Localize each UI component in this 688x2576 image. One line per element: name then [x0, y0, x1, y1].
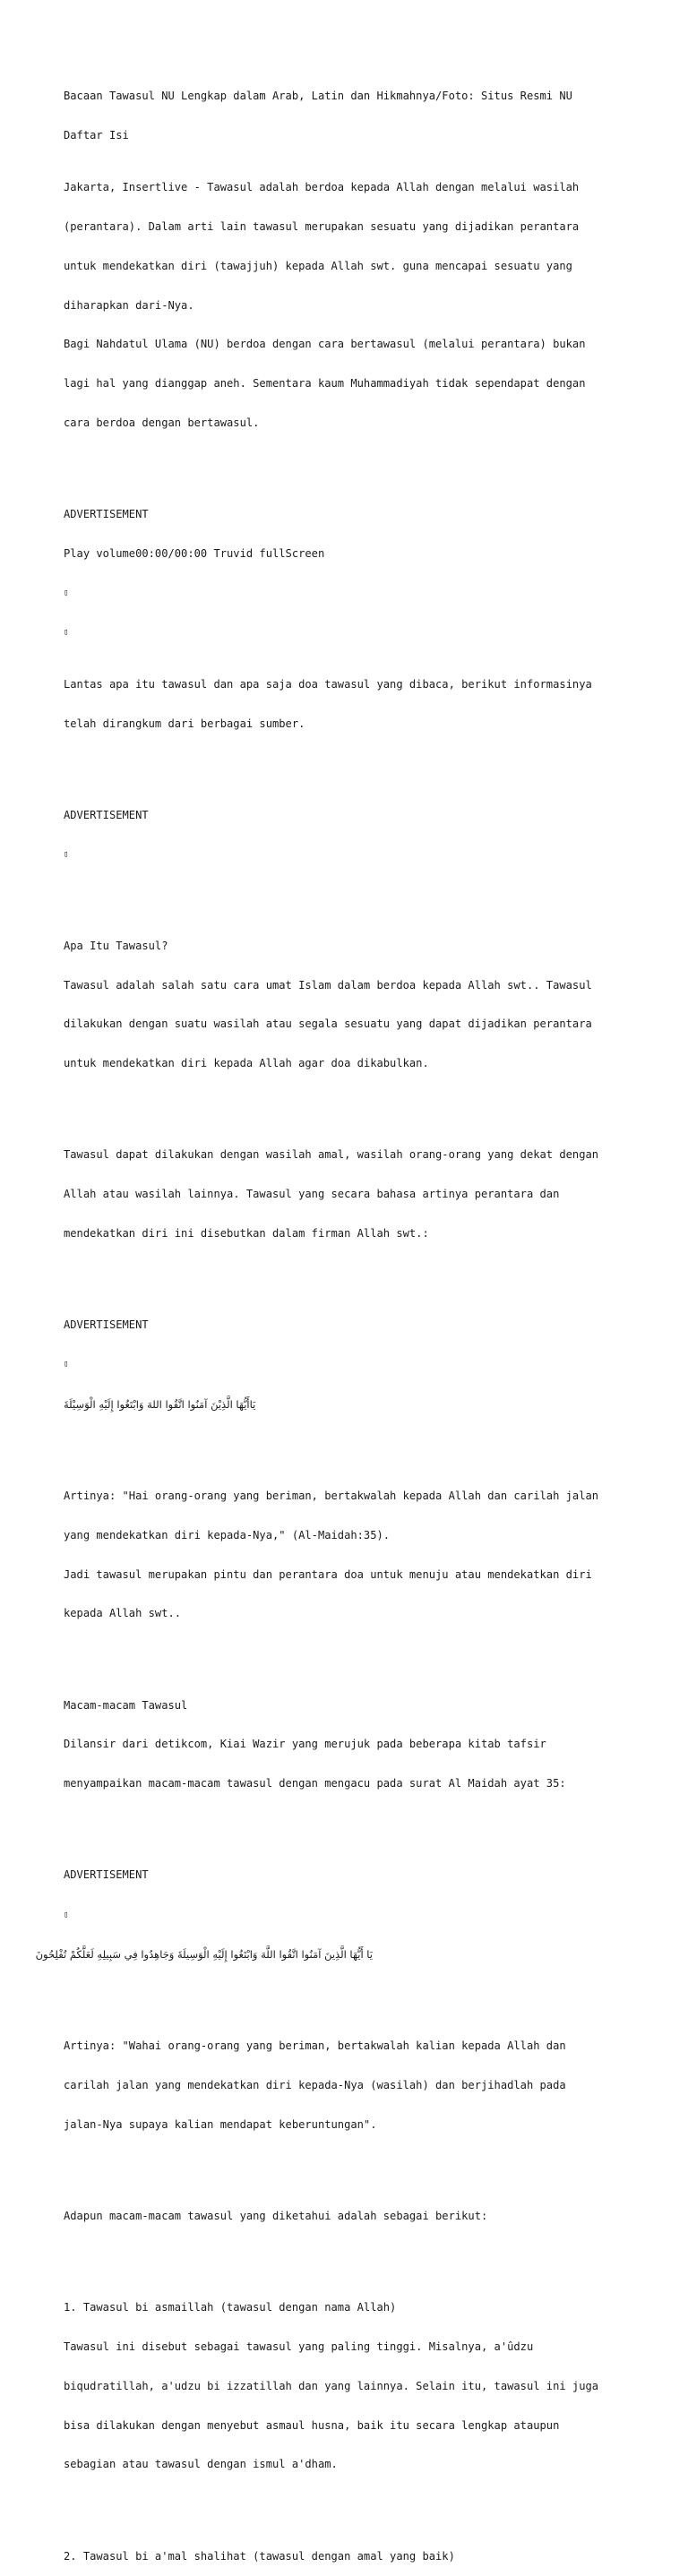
- advertisement-label: ADVERTISEMENT: [64, 808, 149, 821]
- arabic-verse-al-maidah-35-short: يَاأَيُّهَا الَّذِيْنَ آمَنُوا اتَّقُوا اللهَ وَابْتَغُوا إِلَيْهِ الْوَسِيْلَةَ: [64, 1397, 256, 1411]
- list-item-body-line: bisa dilakukan dengan menyebut asmaul husna, baik itu secara lengkap ataupun: [64, 2418, 560, 2432]
- spacer: [64, 1646, 637, 1660]
- section1-line: untuk mendekatkan diri kepada Allah agar doa dikabulkan.: [64, 1057, 429, 1070]
- spacer: [64, 1438, 637, 1451]
- artinya-line: Artinya: "Hai orang-orang yang beriman, bertakwalah kepada Allah dan carilah jalan: [64, 1490, 599, 1503]
- artinya-line: jalan-Nya supaya kalian mendapat keberuntungan".: [64, 2118, 377, 2132]
- spacer: [64, 456, 637, 469]
- control-char-icon: ▯: [64, 1910, 68, 1919]
- spacer: [64, 887, 637, 900]
- spacer: [64, 2497, 637, 2511]
- intro-line: diharapkan dari-Nya.: [64, 298, 194, 312]
- intro-line: cara berdoa dengan bertawasul.: [64, 416, 260, 430]
- advertisement-label: ADVERTISEMENT: [64, 508, 149, 521]
- section1-line: dilakukan dengan suatu wasilah atau segala sesuatu yang dapat dijadikan perantara: [64, 1018, 592, 1031]
- control-char-icon: ▯: [64, 628, 68, 638]
- intro-line: Jakarta, Insertlive - Tawasul adalah berdoa kepada Allah dengan melalui wasilah: [64, 181, 580, 194]
- table-of-contents-link[interactable]: Daftar Isi: [64, 128, 129, 142]
- section1-line: Allah atau wasilah lainnya. Tawasul yang secara bahasa artinya perantara dan: [64, 1188, 560, 1201]
- section2-line: Dilansir dari detikcom, Kiai Wazir yang merujuk pada beberapa kitab tafsir: [64, 1738, 546, 1751]
- video-player-controls[interactable]: Play volume00:00/00:00 Truvid fullScreen: [64, 546, 325, 560]
- artinya-line: kepada Allah swt..: [64, 1607, 182, 1620]
- intro-line: lagi hal yang dianggap aneh. Sementara kaum Muhammadiyah tidak sependapat dengan: [64, 377, 586, 391]
- list-item-body-line: sebagian atau tawasul dengan ismul a'dham.: [64, 2458, 338, 2471]
- list-item-heading: 1. Tawasul bi asmaillah (tawasul dengan nama Allah): [64, 2301, 397, 2314]
- control-char-icon: ▯: [64, 1360, 68, 1370]
- advertisement-label: ADVERTISEMENT: [64, 1318, 149, 1331]
- artinya-line: carilah jalan yang mendekatkan diri kepada-Nya (wasilah) dan berjihadlah pada: [64, 2079, 566, 2092]
- lantas-line: telah dirangkum dari berbagai sumber.: [64, 717, 305, 730]
- spacer: [64, 1816, 637, 1830]
- section-heading-apa-itu-tawasul: Apa Itu Tawasul?: [64, 939, 168, 952]
- article-title: Bacaan Tawasul NU Lengkap dalam Arab, Latin dan Hikmahnya/Foto: Situs Resmi NU: [64, 90, 572, 103]
- intro-line: (perantara). Dalam arti lain tawasul merupakan sesuatu yang dijadikan perantara: [64, 220, 580, 234]
- advertisement-label: ADVERTISEMENT: [64, 1868, 149, 1882]
- section1-line: Tawasul dapat dilakukan dengan wasilah amal, wasilah orang-orang yang dekat dengan: [64, 1148, 599, 1162]
- spacer: [64, 1988, 637, 2001]
- spacer: [64, 2158, 637, 2171]
- list-item-heading: 2. Tawasul bi a'mal shalihat (tawasul dengan amal yang baik): [64, 2549, 455, 2563]
- spacer: [64, 2249, 637, 2263]
- section1-line: Tawasul adalah salah satu cara umat Islam dalam berdoa kepada Allah swt.. Tawasul: [64, 978, 592, 992]
- section-heading-macam-macam-tawasul: Macam-macam Tawasul: [64, 1698, 188, 1712]
- article-body: [35, 64, 637, 2576]
- arabic-verse-al-maidah-35-full: يَا أَيُّهَا الَّذِينَ آمَنُوا اتَّقُوا اللَّهَ وَابْتَغُوا إِلَيْهِ الْوَسِيلَةَ وَجَاهِدُوا فِي سَبِيلِهِ لَعَلَّكُمْ تُفْلِحُونَ: [35, 1947, 373, 1961]
- intro-line: Bagi Nahdatul Ulama (NU) berdoa dengan cara bertawasul (melalui perantara) bukan: [64, 338, 586, 351]
- spacer: [64, 1267, 637, 1280]
- artinya-line: yang mendekatkan diri kepada-Nya," (Al-Maidah:35).: [64, 1528, 391, 1541]
- spacer: [64, 1096, 637, 1110]
- macam-intro: Adapun macam-macam tawasul yang diketahui adalah sebagai berikut:: [64, 2210, 488, 2223]
- section1-line: mendekatkan diri ini disebutkan dalam firman Allah swt.:: [64, 1226, 429, 1240]
- section2-line: menyampaikan macam-macam tawasul dengan mengacu pada surat Al Maidah ayat 35:: [64, 1777, 566, 1790]
- intro-line: untuk mendekatkan diri (tawajjuh) kepada Allah swt. guna mencapai sesuatu yang: [64, 259, 572, 272]
- artinya-line: Artinya: "Wahai orang-orang yang beriman, bertakwalah kalian kepada Allah dan: [64, 2039, 566, 2053]
- spacer: [64, 756, 637, 769]
- control-char-icon: ▯: [64, 588, 68, 598]
- control-char-icon: ▯: [64, 850, 68, 860]
- artinya-line: Jadi tawasul merupakan pintu dan perantara doa untuk menuju atau mendekatkan diri: [64, 1567, 592, 1581]
- lantas-line: Lantas apa itu tawasul dan apa saja doa tawasul yang dibaca, berikut informasinya: [64, 677, 592, 691]
- list-item-body-line: biqudratillah, a'udzu bi izzatillah dan yang lainnya. Selain itu, tawasul ini juga: [64, 2379, 599, 2392]
- list-item-body-line: Tawasul ini disebut sebagai tawasul yang paling tinggi. Misalnya, a'ûdzu: [64, 2340, 534, 2354]
